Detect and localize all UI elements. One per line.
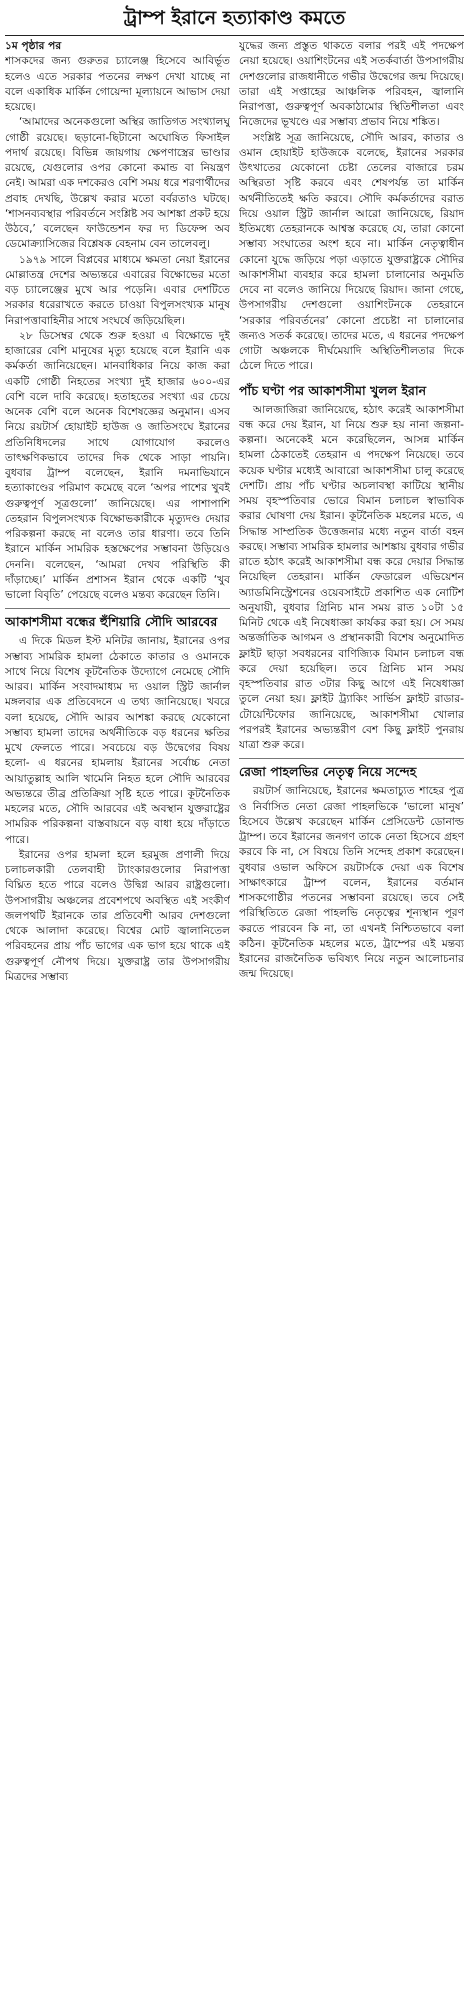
opening-paragraph: [5, 39, 230, 115]
paragraph: ইরানের ওপর হামলা হলে হরমুজ প্রণালী দিয়ে চলাচলকারী তেলবাহী ট্যাংকারগুলোর নিরাপত্তা বিঘ্নিত হতে পারে বলেও উদ্বিগ্ন আরব রাষ্ট্রগুলো। উপসাগরীয় অঞ্চলের প্রবেশপথে অবস্থিত এই সংকীর্ণ জলপথটি ইরানকে তার প্রতিবেশী আরব দেশগুলো থেকে আলাদা করেছে। বিশ্বের মোট জ্বালানিতেল পরিবহনের প্রায় পাঁচ ভাগের এক ভাগ হয়ে থাকে এই গুরুত্বপূর্ণ নৌপথ দিয়ে। যুক্তরাষ্ট্র তার উপসাগরীয় মিত্রদের সম্ভাব্য: [5, 848, 230, 983]
paragraph: সংশ্লিষ্ট সূত্র জানিয়েছে, সৌদি আরব, কাতার ও ওমান হোয়াইট হাউজকে বলেছে, ইরানের সরকার উৎখাতের যেকোনো চেষ্টা তেলের বাজারে চরম অস্থিরতা সৃষ্টি করবে এবং শেষপর্যন্ত তা মার্কিন অর্থনীতিতেই ক্ষতি করবে। সৌদি কর্মকর্তাদের বরাত দিয়ে ওয়াল স্ট্রিট জার্নাল আরো জানিয়েছে, রিয়াদ ইতিমধ্যে তেহরানকে আশ্বস্ত করেছে যে, তারা কোনো সম্ভাব্য সংঘাতের অংশ হবে না। মার্কিন নেতৃত্বাধীন কোনো যুদ্ধে জড়িয়ে পড়া এড়াতে যুক্তরাষ্ট্রকে সৌদির আকাশসীমা ব্যবহার করে হামলা চালানোর অনুমতি দেবে না বলেও জানিয়ে দিয়েছে রিয়াদ। জানা গেছে, উপসাগরীয় দেশগুলো ওয়াশিংটনকে তেহরানে ‘সরকার পরিবর্তনের’ কোনো প্রচেষ্টা না চালানোর জন্যও সতর্ক করেছে। তাদের মতে, এ ধরনের পদক্ষেপ গোটা অঞ্চলকে দীর্ঘমেয়াদি অস্থিতিশীলতার দিকে ঠেলে দিতে পারে।: [239, 131, 464, 373]
paragraph: রয়টার্স জানিয়েছে, ইরানের ক্ষমতাচ্যুত শাহের পুত্র ও নির্বাসিত নেতা রেজা পাহলভিকে ‘ভালো মানুষ’ হিসেবে উল্লেখ করেছেন মার্কিন প্রেসিডেন্ট ডোনাল্ড ট্রাম্প। তবে ইরানের জনগণ তাকে নেতা হিসেবে গ্রহণ করবে কি না, সে বিষয়ে তিনি সন্দেহ প্রকাশ করেছেন। বুধবার ওভাল অফিসে রয়টার্সকে দেয়া এক বিশেষ সাক্ষাৎকারে ট্রাম্প বলেন, ইরানের বর্তমান শাসকগোষ্ঠীর পতনের সম্ভাবনা রয়েছে। তবে সেই পরিস্থিতিতে রেজা পাহলভি নেতৃত্বের শূন্যস্থান পূরণ করতে পারবেন কি না, তা এখনই নিশ্চিতভাবে বলা কঠিন। কূটনৈতিক মহলের মতে, ট্রাম্পের এই মন্তব্য ইরানের রাজনৈতিক ভবিষ্যৎ নিয়ে নতুন আলোচনার জন্ম দিয়েছে।: [239, 785, 464, 981]
paragraph: ‘আমাদের অনেকগুলো অস্থির জাতিগত সংখ্যালঘু গোষ্ঠী রয়েছে। ছড়ানো-ছিটানো অঘোষিত ফিসাইল পদার্থ রয়েছে। বিভিন্ন জায়গায় ক্ষেপণাস্ত্রের ভাণ্ডার রয়েছে, যেগুলোর ওপর কোনো কমান্ড বা নিয়ন্ত্রণ নেই। আমরা এক দশকেরও বেশি সময় ধরে শরণার্থীদের প্রবাহ দেখছি, উল্লেখ করার মতো বর্বরতাও ঘটছে। ‘শাসনব্যবস্থার পরিবর্তনে সংশ্লিষ্ট সব আশঙ্কা প্রকট হয়ে উঠবে,’ বলেছেন ফাউন্ডেশন ফর দ্য ডিফেন্স অব ডেমোক্র্যাসিজের বিশ্লেষক বেহনাম বেন তালেবলু।: [5, 116, 230, 251]
subheading-airspace: পাঁচ ঘণ্টা পর আকাশসীমা খুলল ইরান: [239, 382, 427, 398]
article-headline: ট্রাম্প ইরানে হত্যাকাণ্ড কমতে: [123, 7, 346, 29]
right-column: [239, 39, 464, 1994]
paragraph: যুদ্ধের জন্য প্রস্তুত থাকতে বলার পরই এই পদক্ষেপ নেয়া হয়েছে। ওয়াশিংটনের এই সতর্কবার্তা উপসাগরীয় দেশগুলোর রাজধানীতে গভীর উদ্বেগের জন্ম দিয়েছে। তারা এই সপ্তাহের আঞ্চলিক পরিবহন, জ্বালানি নিরাপত্তা, গুরুত্বপূর্ণ অবকাঠামোর স্থিতিশীলতা এবং নিজেদের ভূখণ্ডে এর সম্ভাব্য প্রভাব নিয়ে শঙ্কিত।: [239, 40, 464, 129]
left-column: [5, 39, 230, 1994]
article-body: [5, 39, 464, 1994]
paragraph: ১৯৭৯ সালে বিপ্লবের মাধ্যমে ক্ষমতা নেয়া ইরানের মোল্লাতন্ত্র দেশের অভ্যন্তরে এবারের বিক্ষোভের মতো বড় চ্যালেঞ্জের মুখে আর পড়েনি। এবার দেশটিতে সরকার ধরেরাখতে করতে চাওয়া বিপুলসংখ্যক মানুষ নিরাপত্তাবাহিনীর সাথে সংঘর্ষে জড়িয়েছিল।: [5, 253, 230, 327]
paragraph: এ দিকে মিডল ইস্ট মনিটর জানায়, ইরানের ওপর সম্ভাব্য সামরিক হামলা ঠেকাতে কাতার ও ওমানকে সাথে নিয়ে বিশেষ কূটনৈতিক উদ্যোগে নেমেছে সৌদি আরব। মার্কিন সংবাদমাধ্যম দ্য ওয়াল স্ট্রিট জার্নাল মঙ্গলবার এক প্রতিবেদনে এ তথ্য জানিয়েছে। খবরে বলা হয়েছে, সৌদি আরব আশঙ্কা করছে যেকোনো সম্ভাব্য হামলা তাদের অর্থনীতিকে বড় ধরনের ক্ষতির মুখে ফেলতে পারে। সবচেয়ে বড় উদ্বেগের বিষয় হলো- এ ধরনের হামলায় ইরানের সর্বোচ্চ নেতা আয়াতুল্লাহ আলি খামেনি নিহত হলে সৌদি আরবের অভ্যন্তরে তীব্র প্রতিক্রিয়া সৃষ্টি হতে পারে। কূটনৈতিক মহলের মতে, সৌদি আরবের এই অবস্থান যুক্তরাষ্ট্রের সামরিক পরিকল্পনা বাস্তবায়নে বড় বাধা হয়ে দাঁড়াতে পারে।: [5, 635, 230, 846]
paragraph: আলজাজিরা জানিয়েছে, হঠাৎ করেই আকাশসীমা বন্ধ করে দেয় ইরান, যা নিয়ে শুরু হয় নানা জল্পনা-কল্পনা। অনেকেই মনে করেছিলেন, আসন্ন মার্কিন হামলা ঠেকাতেই তেহরান এ পদক্ষেপ নিয়েছে। তবে কয়েক ঘণ্টার মধ্যেই আবারো আকাশসীমা চালু করেছে দেশটি। প্রায় পাঁচ ঘণ্টার অচলাবস্থা কাটিয়ে স্থানীয় সময় বৃহস্পতিবার ভোরে বিমান চলাচল স্বাভাবিক করার ঘোষণা দেয় ইরান। কূটনৈতিক মহলের মতে, এ সিদ্ধান্ত সাম্প্রতিক উত্তেজনার মধ্যে নতুন বার্তা বহন করছে। সম্ভাব্য সামরিক হামলার আশঙ্কায় বুধবার গভীর রাতে হঠাৎ করেই আকাশসীমা বন্ধ করে দেয়ার সিদ্ধান্ত নিয়েছিল তেহরান। মার্কিন ফেডারেল এভিয়েশন অ্যাডমিনিস্ট্রেশনের ওয়েবসাইটে প্রকাশিত এক নোটিশ অনুযায়ী, বুধবার গ্রিনিচ মান সময় রাত ১০টা ১৫ মিনিট থেকে এই নিষেধাজ্ঞা কার্যকর করা হয়। সে সময় অন্তর্জাতিক আগমন ও প্রস্থানকারী বিশেষ অনুমোদিত ফ্লাইট ছাড়া সবধরনের বাণিজ্যিক বিমান চলাচল বন্ধ করে দেয়া হয়েছিল। তবে গ্রিনিচ মান সময় বৃহস্পতিবার রাত ৩টার কিছু আগে এই নিষেধাজ্ঞা তুলে নেয়া হয়। ফ্লাইট ট্র্যাকিং সার্ভিস ফ্লাইট রাডার-টোয়েন্টিফোর জানিয়েছে, আকাশসীমা খোলার পরপরই ইরানের অভ্যন্তরীণ বেশ কিছু ফ্লাইট পুনরায় যাত্রা শুরু করে।: [239, 403, 464, 751]
paragraph: ২৮ ডিসেম্বর থেকে শুরু হওয়া এ বিক্ষোভে দুই হাজারের বেশি মানুষের মৃত্যু হয়েছে বলে ইরানি এক কর্মকর্তা জানিয়েছেন। মানবাধিকার নিয়ে কাজ করা একটি গোষ্ঠী নিহতের সংখ্যা দুই হাজার ৬০০-এর বেশি বলে দাবি করেছে। হতাহতের সংখ্যা এর চেয়ে অনেক বেশি বলে অনেক বিশেষজ্ঞের অনুমান। এসব নিয়ে রয়টার্স হোয়াইট হাউজ ও জাতিসংঘে ইরানের প্রতিনিধিদলের সাথে যোগাযোগ করলেও তাৎক্ষণিকভাবে তাদের দিক থেকে সাড়া পায়নি। বুধবার ট্রাম্প বলেছেন, ইরানি দমনাভিযানে হত্যাকাণ্ডের পরিমাণ কমেছে বলে ‘অপর পাশের খুবই গুরুত্বপূর্ণ সূত্রগুলো’ জানিয়েছে। এর পাশাপাশি তেহরান বিপুলসংখ্যক বিক্ষোভকারীকে মৃত্যুদণ্ড দেয়ার পরিকল্পনা করছে না বলেও তার ধারণা। তবে তিনি ইরানে মার্কিন সামরিক হস্তক্ষেপের সম্ভাবনা উড়িয়েও দেননি। বলেছেন, ‘আমরা দেখব পরিস্থিতি কী দাঁড়াচ্ছে।’ মার্কিন প্রশাসন ইরান থেকে একটি ‘খুব ভালো বিবৃতি’ পেয়েছে বলেও মন্তব্য করেছেন তিনি।: [5, 329, 230, 601]
jump-label: ১ম পৃষ্ঠার পর: [5, 40, 62, 52]
subheading-saudi: আকাশসীমা বন্ধের হুঁশিয়ারি সৌদি আরবের: [5, 608, 230, 630]
subheading-pahlavi: রেজা পাহলভির নেতৃত্ব নিয়ে সন্দেহ: [239, 758, 464, 780]
paragraph-text: শাসকদের জন্য গুরুতর চ্যালেঞ্জ হিসেবে আবির্ভূত হলেও এতে সরকার পতনের লক্ষণ দেখা যাচ্ছে না বলে একাধিক মার্কিন গোয়েন্দা মূল্যায়নে আভাস দেয়া হয়েছে।: [5, 55, 230, 113]
headline-rule: [5, 35, 464, 36]
